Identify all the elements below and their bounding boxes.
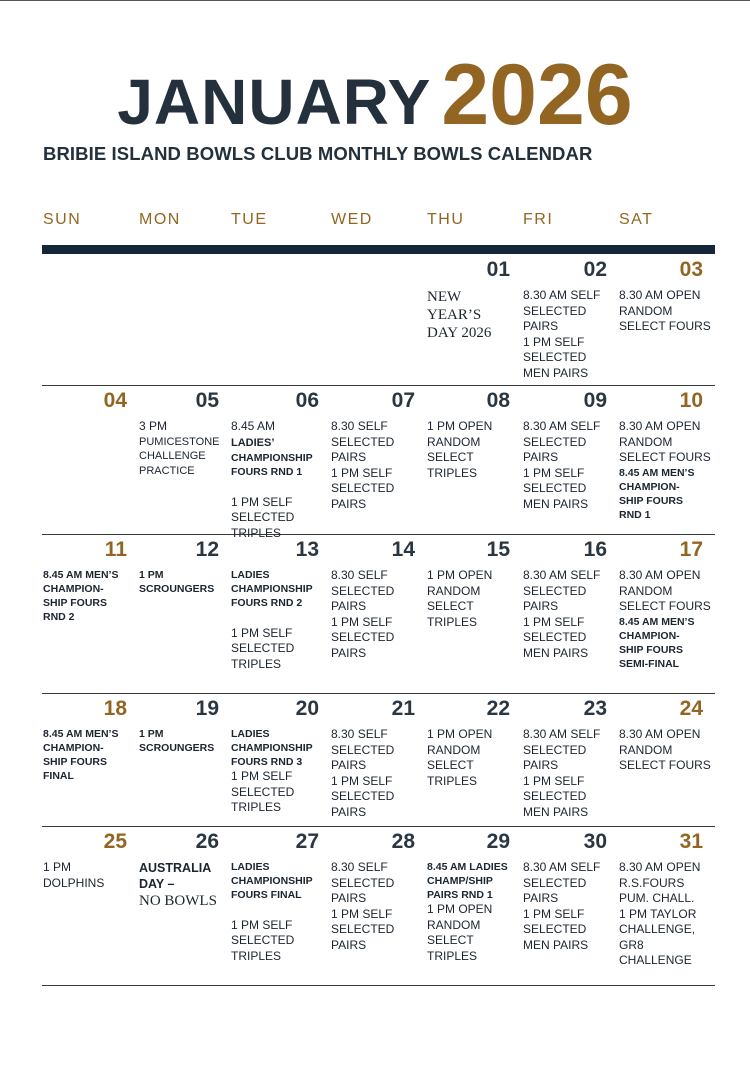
day-events (619, 288, 714, 335)
day-number: 12 (195, 538, 219, 561)
event-text: 8.30 AM OPEN RANDOM SELECT FOURS (619, 288, 711, 333)
event-text: 8.30 SELF SELECTED PAIRS 1 PM SELF SELECTED PAIRS (331, 860, 395, 952)
day-events (523, 419, 618, 512)
day-number: 20 (295, 697, 319, 720)
event-text: 1 PM OPEN RANDOM SELECT TRIPLES (427, 419, 493, 480)
event-text: 8.30 SELF SELECTED PAIRS 1 PM SELF SELECTED PAIRS (331, 727, 395, 819)
event-text: 8.45 AM MEN’S CHAMPION- SHIP FOURS FINAL (43, 728, 119, 782)
event-text: 1 PM SELF SELECTED TRIPLES (231, 917, 295, 963)
day-events (43, 568, 138, 624)
day-number: 10 (679, 389, 703, 412)
event-text: NO BOWLS (139, 893, 217, 909)
day-number: 03 (679, 258, 703, 281)
day-events (619, 568, 714, 671)
weekday-fri: FRI (523, 211, 554, 228)
title-year: 2026 (441, 47, 633, 143)
day-events (427, 860, 522, 964)
event-text: LADIES CHAMPIONSHIP FOURS RND 3 (231, 728, 313, 768)
event-text: 1 PM OPEN RANDOM SELECT TRIPLES (427, 568, 493, 629)
day-number: 08 (486, 389, 510, 412)
day-events (619, 860, 714, 969)
event-text: LADIES’ (231, 436, 275, 449)
event-text: 8.30 AM OPEN RANDOM SELECT FOURS (619, 419, 711, 464)
day-number: 23 (583, 697, 607, 720)
day-number: 30 (583, 830, 607, 853)
day-number: 14 (391, 538, 415, 561)
day-number: 31 (679, 830, 703, 853)
event-text: 8.45 AM MEN’S CHAMPION- SHIP FOURS SEMI-FINAL (619, 615, 695, 670)
event-text: PUMICESTONE CHALLENGE PRACTICE (139, 435, 220, 477)
day-events (139, 419, 234, 478)
day-events (139, 727, 234, 755)
day-number: 19 (195, 697, 219, 720)
day-events (523, 727, 618, 820)
day-events (43, 860, 138, 891)
day-events (619, 727, 714, 774)
event-text: 8.30 AM OPEN R.S.FOURS PUM. CHALL. 1 PM TAYLOR CHALLENGE, GR8 CHALLENGE (619, 860, 701, 967)
weekday-sun: SUN (43, 211, 82, 228)
event-text: 8.30 AM OPEN RANDOM SELECT FOURS (619, 727, 711, 772)
weekday-wed: WED (331, 211, 373, 228)
day-events (523, 568, 618, 661)
day-number: 27 (295, 830, 319, 853)
day-number: 28 (391, 830, 415, 853)
event-text: LADIES CHAMPIONSHIP FOURS FINAL (231, 861, 313, 901)
day-number: 13 (295, 538, 319, 561)
row-divider (42, 385, 715, 386)
day-events (231, 727, 326, 816)
day-events (427, 288, 522, 342)
event-text: 8.45 AM MEN’S CHAMPION- SHIP FOURS RND 1 (619, 466, 695, 521)
day-number: 17 (679, 538, 703, 561)
day-events (331, 860, 426, 953)
weekday-thu: THU (427, 211, 465, 228)
day-events (331, 727, 426, 820)
event-text: 3 PM (139, 419, 168, 433)
day-number: 22 (486, 697, 510, 720)
event-text: 8.30 AM SELF SELECTED PAIRS 1 PM SELF SELECTED MEN PAIRS (523, 860, 601, 952)
day-number: 02 (583, 258, 607, 281)
day-number: 25 (103, 830, 127, 853)
weekday-tue: TUE (231, 211, 268, 228)
row-divider (42, 534, 715, 535)
title-month: JANUARY (117, 66, 432, 138)
day-events (43, 727, 138, 783)
day-number: 07 (391, 389, 415, 412)
day-events (331, 568, 426, 661)
row-divider (42, 985, 715, 986)
day-events (523, 860, 618, 953)
event-text: 8.45 AM (231, 419, 276, 433)
day-number: 06 (295, 389, 319, 412)
event-text: 8.30 AM SELF SELECTED PAIRS 1 PM SELF SELECTED MEN PAIRS (523, 419, 601, 511)
event-text: 1 PM SCROUNGERS (139, 569, 215, 595)
event-text: 1 PM OPEN RANDOM SELECT TRIPLES (427, 902, 493, 963)
event-text: 1 PM OPEN RANDOM SELECT TRIPLES (427, 727, 493, 788)
day-events (427, 727, 522, 789)
day-number: 01 (486, 258, 510, 281)
page-title (0, 46, 750, 145)
event-text: 8.30 AM SELF SELECTED PAIRS 1 PM SELF SELECTED MEN PAIRS (523, 568, 601, 660)
row-divider (42, 693, 715, 694)
day-events (427, 419, 522, 481)
day-events (619, 419, 714, 522)
day-number: 24 (679, 697, 703, 720)
event-text: 8.45 AM LADIES CHAMP/SHIP PAIRS RND 1 (427, 861, 508, 901)
day-events (231, 568, 326, 672)
calendar-subtitle: BRIBIE ISLAND BOWLS CLUB MONTHLY BOWLS CALENDAR (43, 143, 593, 164)
weekday-sat: SAT (619, 211, 654, 228)
day-number: 04 (103, 389, 127, 412)
day-number: 11 (104, 538, 127, 561)
event-text: 8.30 AM SELF SELECTED PAIRS 1 PM SELF SELECTED MEN PAIRS (523, 288, 601, 380)
event-text: CHAMPIONSHIP FOURS RND 1 (231, 452, 313, 478)
event-text: 1 PM SELF SELECTED TRIPLES (231, 494, 295, 540)
day-events (139, 568, 234, 596)
day-number: 21 (391, 697, 415, 720)
event-text: 1 PM SELF SELECTED TRIPLES (231, 769, 295, 814)
event-text: 8.30 AM OPEN RANDOM SELECT FOURS (619, 568, 711, 613)
top-border (0, 0, 750, 1)
event-text: 8.30 AM SELF SELECTED PAIRS 1 PM SELF SELECTED MEN PAIRS (523, 727, 601, 819)
day-events (231, 419, 326, 541)
day-number: 09 (583, 389, 607, 412)
event-text: LADIES CHAMPIONSHIP FOURS RND 2 (231, 569, 313, 609)
event-text: AUSTRALIA DAY – (139, 861, 212, 891)
event-text: 1 PM SCROUNGERS (139, 728, 215, 754)
weekday-mon: MON (139, 211, 181, 228)
day-events (231, 860, 326, 964)
day-number: 05 (195, 389, 219, 412)
event-text: 8.30 SELF SELECTED PAIRS 1 PM SELF SELECTED PAIRS (331, 568, 395, 660)
day-events (523, 288, 618, 381)
day-events (427, 568, 522, 630)
day-number: 29 (486, 830, 510, 853)
header-bar (42, 245, 715, 254)
event-text: 1 PM DOLPHINS (43, 860, 105, 890)
day-number: 18 (103, 697, 127, 720)
day-events (331, 419, 426, 512)
day-events (139, 860, 234, 910)
event-text: 1 PM SELF SELECTED TRIPLES (231, 625, 295, 671)
row-divider (42, 826, 715, 827)
event-text: 8.45 AM MEN’S CHAMPION- SHIP FOURS RND 2 (43, 569, 119, 623)
day-number: 16 (583, 538, 607, 561)
event-text: 8.30 SELF SELECTED PAIRS 1 PM SELF SELECTED PAIRS (331, 419, 395, 511)
day-number: 15 (486, 538, 510, 561)
event-text: NEW YEAR’S DAY 2026 (427, 289, 492, 341)
day-number: 26 (195, 830, 219, 853)
